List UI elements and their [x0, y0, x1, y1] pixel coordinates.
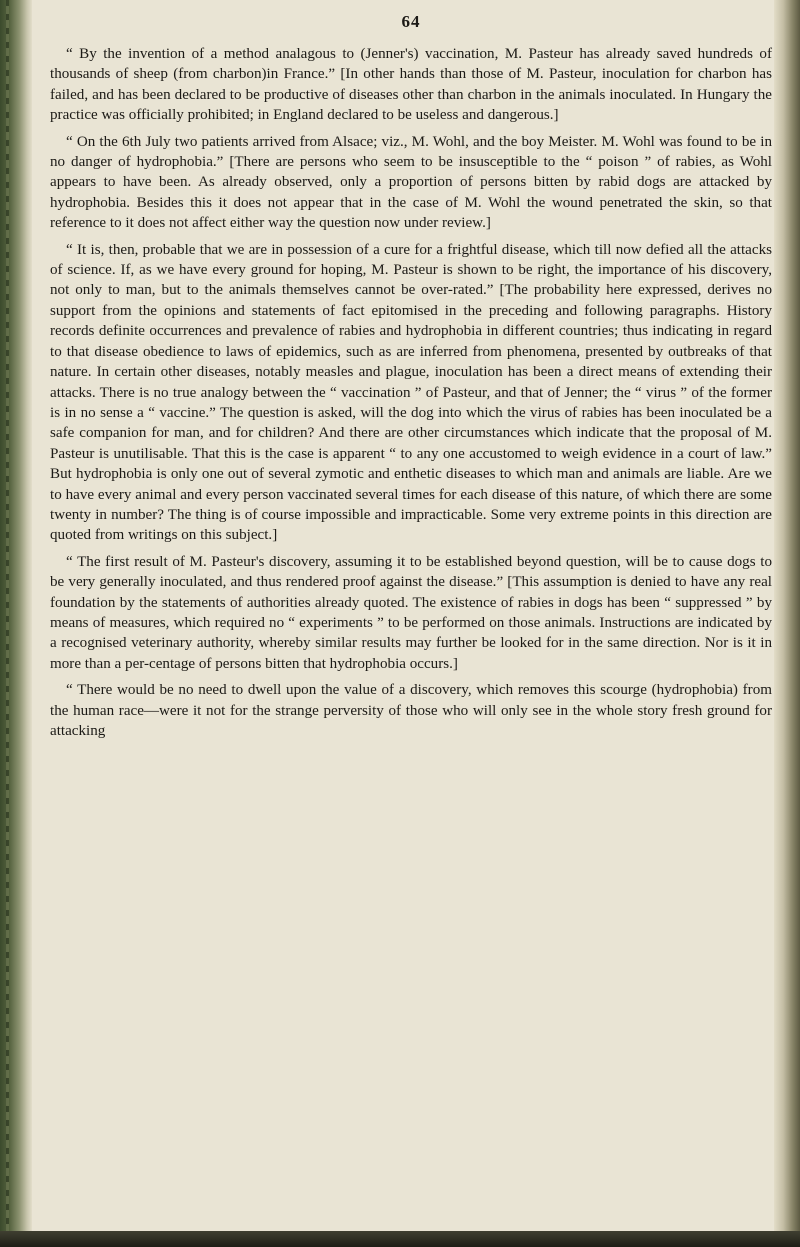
paragraph-no-need: “ There would be no need to dwell upon the value of a discovery, which removes this scourge (hydrophobia) from the human race—were it not for the strange perversity of those who will only see in the whole story fresh ground for attacking	[50, 682, 772, 739]
page-edge-shadow	[774, 0, 800, 1247]
paragraph-pasteur-charbon: “ By the invention of a method analagous to (Jenner's) vaccination, M. Pasteur has already saved hundreds of thousands of sheep (from charbon)in France.” [In other hands than those of M. Pasteur, inoculation for charbon has failed, and has been declared to be productive of diseases other than charbon in the animals inoculated. In Hungary the practice was officially prohibited; in England declared to be useless and dangerous.]	[50, 46, 772, 124]
paragraph-probable-cure: “ It is, then, probable that we are in possession of a cure for a frightful disease, which till now defied all the attacks of science. If, as we have every ground for hoping, M. Pasteur is shown to be right, the importance of his discovery, not only to man, but to the animals themselves cannot be over-rated.” [The probability here expressed, derives no support from the opinions and statements of fact epitomised in the preceding and following paragraphs. History records definite occurrences and prevalence of rabies and hydrophobia in different countries; thus indicating in regard to that disease obedience to laws of epidemics, such as are inferred from phenomena, presented by outbreaks of that nature. In certain other diseases, notably measles and plague, inoculation has been a direct means of extending their attacks. There is no true analogy between the “ vaccination ” of Pasteur, and that of Jenner; the “ virus ” of the former is in no sense a “ vaccine.” The question is asked, will the dog into which the virus of rabies has been inoculated be a safe companion for man, and for children? And there are other circumstances which indicate that the proposal of M. Pasteur is unutilisable. That this is the case is apparent “ to any one accustomed to weigh evidence in a court of law.” But hydrophobia is only one out of several zymotic and enthetic diseases to which man and animals are liable. Are we to have every animal and every person vaccinated several times for each disease of this nature, of which there are some twenty in number? The thing is of course impossible and impracticable. Some very extreme points in this direction are quoted from writings on this subject.]	[50, 241, 772, 544]
book-page	[50, 12, 772, 747]
paragraph-wohl-meister: “ On the 6th July two patients arrived from Alsace; viz., M. Wohl, and the boy Meister. M. Wohl was found to be in no danger of hydrophobia.” [There are persons who seem to be insusceptible to the “ poison ” of rabies, as Wohl appears to have been. As already observed, only a proportion of persons bitten by rabid dogs are attacked by hydrophobia. Besides this it does not appear that in the case of M. Wohl the wound penetrated the skin, so that reference to it does not affect either way the question now under review.]	[50, 133, 772, 232]
bottom-edge-band	[0, 1231, 800, 1247]
paragraph-first-result: “ The first result of M. Pasteur's discovery, assuming it to be established beyond question, will be to cause dogs to be very generally inoculated, and thus rendered proof against the disease.” [This assumption is denied to have any real foundation by the statements of authorities already quoted. The existence of rabies in dogs has been “ suppressed ” by means of measures, which required no “ experiments ” to be performed on those animals. Instructions are indicated by a recognised veterinary authority, whereby similar results may further be looked for in the same direction. Nor is it in more than a per-centage of persons bitten that hydrophobia occurs.]	[50, 553, 772, 672]
binding-gutter	[0, 0, 32, 1247]
page-number: 64	[401, 12, 421, 31]
